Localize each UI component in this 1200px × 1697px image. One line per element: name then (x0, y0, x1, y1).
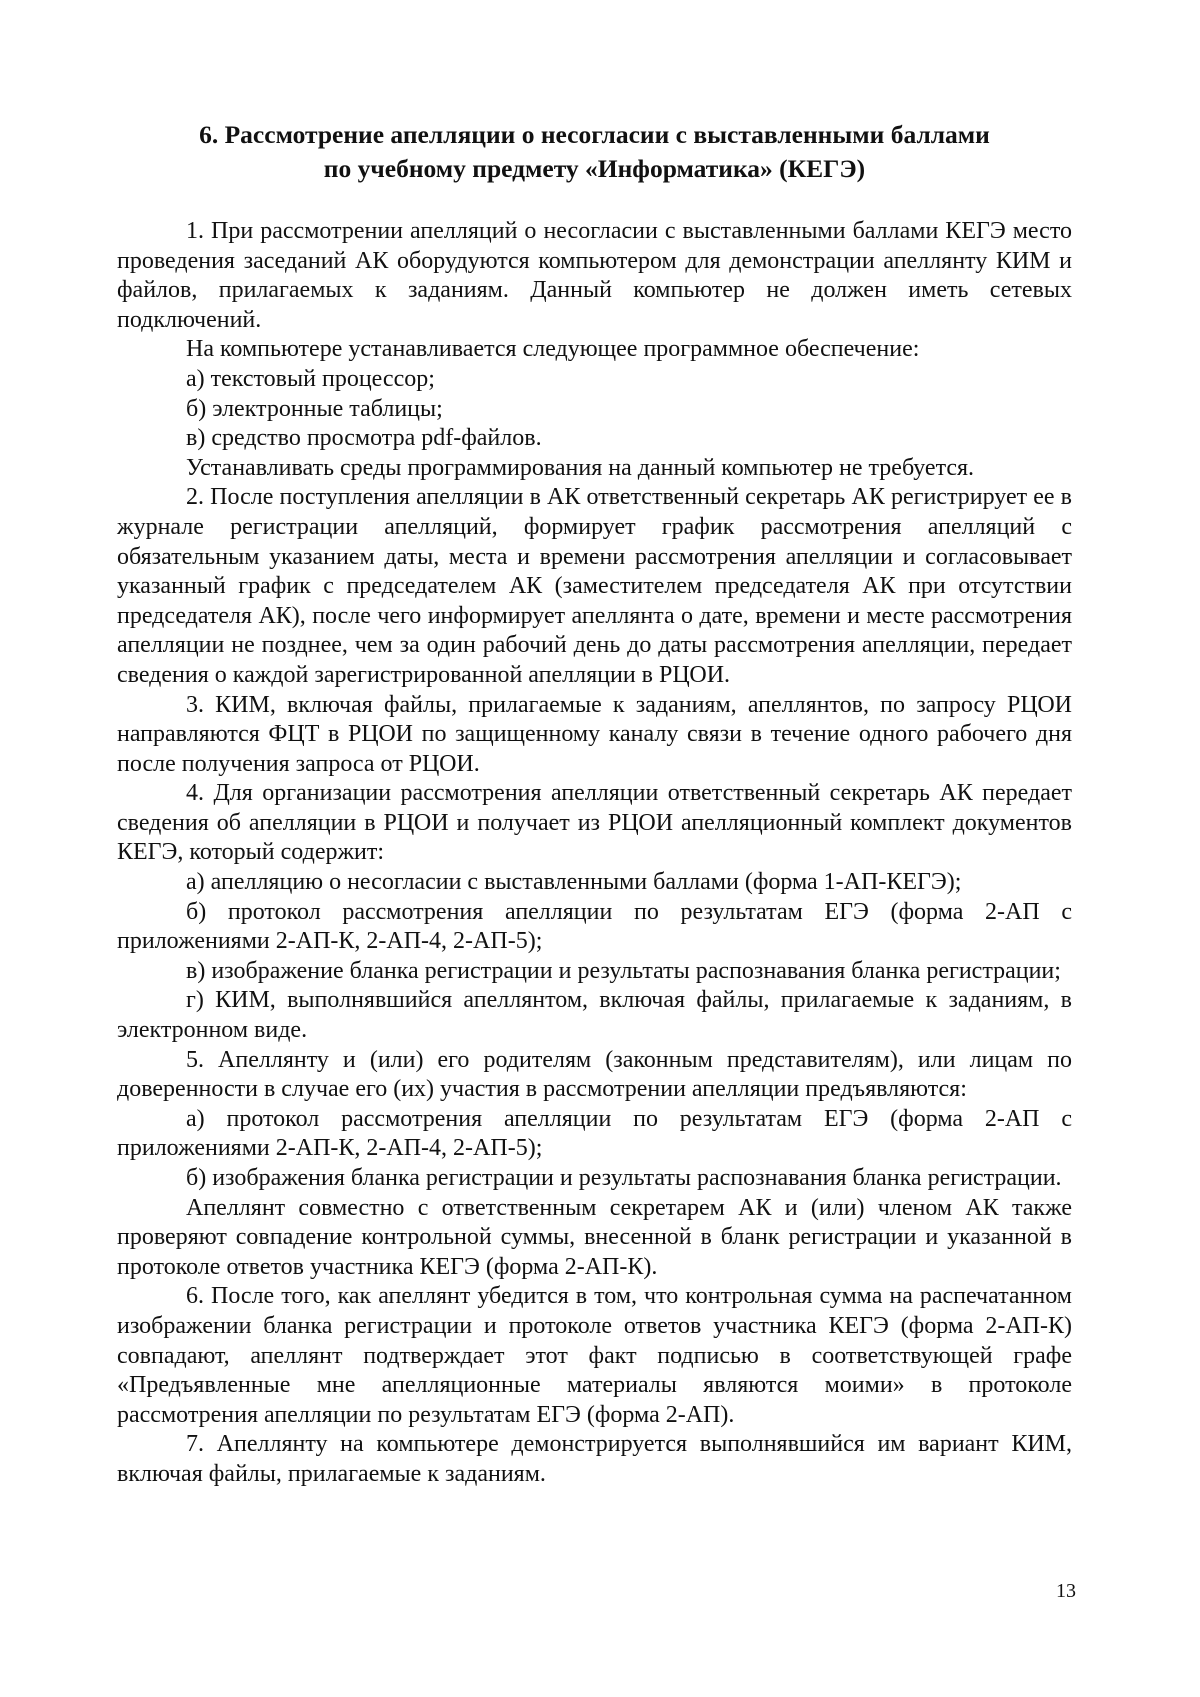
section-title (117, 118, 1072, 186)
list-item-v: в) средство просмотра pdf-файлов. (186, 425, 542, 452)
list-item-4v: в) изображение бланка регистрации и результаты распознавания бланка регистрации; (186, 957, 1061, 984)
paragraph-4: 4. Для организации рассмотрения апелляции ответственный секретарь АК передает сведения об апелляции в РЦОИ и получает из РЦОИ апелляционный комплект документов КЕГЭ, который содержит: (117, 780, 1072, 866)
page-content (117, 118, 1072, 1490)
paragraph-no-ide: Устанавливать среды программирования на данный компьютер не требуется. (186, 454, 975, 481)
section-title-line-1: 6. Рассмотрение апелляции о несогласии с выставленными баллами (199, 120, 990, 149)
list-item-5b: б) изображения бланка регистрации и результаты распознавания бланка регистрации. (186, 1165, 1062, 1191)
paragraph-3: 3. КИМ, включая файлы, прилагаемые к заданиям, апеллянтов, по запросу РЦОИ направляются ФЦТ в РЦОИ по защищенному каналу связи в течение одного рабочего дня после получения запроса от РЦОИ. (117, 691, 1072, 777)
section-title-line-2: по учебному предмету «Информатика» (КЕГЭ) (323, 154, 866, 183)
page-number: 13 (1056, 1580, 1076, 1602)
list-item-5a: а) протокол рассмотрения апелляции по результатам ЕГЭ (форма 2-АП с приложениями 2-АП-К, 2-АП-4, 2-АП-5); (117, 1105, 1072, 1162)
paragraph-1: 1. При рассмотрении апелляций о несогласии с выставленными баллами КЕГЭ место проведения заседаний АК оборудуются компьютером для демонстрации апеллянту КИМ и файлов, прилагаемых к заданиям. Данный компьютер не должен иметь сетевых подключений. (117, 218, 1072, 333)
list-item-4b: б) протокол рассмотрения апелляции по результатам ЕГЭ (форма 2-АП с приложениями 2-АП-К, 2-АП-4, 2-АП-5); (117, 898, 1072, 955)
list-item-4a: а) апелляцию о несогласии с выставленными баллами (форма 1-АП-КЕГЭ); (186, 869, 962, 896)
list-item-4g: г) КИМ, выполнявшийся апеллянтом, включая файлы, прилагаемые к заданиям, в электронном виде. (117, 987, 1072, 1044)
paragraph-5: 5. Апеллянту и (или) его родителям (законным представителям), или лицам по доверенности в случае его (их) участия в рассмотрении апелляции предъявляются: (117, 1046, 1072, 1103)
paragraph-7: 7. Апеллянту на компьютере демонстрируется выполнявшийся им вариант КИМ, включая файлы, прилагаемые к заданиям. (117, 1431, 1072, 1487)
list-item-a: а) текстовый процессор; (186, 365, 435, 392)
paragraph-software-intro: На компьютере устанавливается следующее программное обеспечение: (186, 336, 920, 363)
paragraph-2: 2. После поступления апелляции в АК ответственный секретарь АК регистрирует ее в журнале регистрации апелляций, формирует график рассмотрения апелляций с обязательным указанием даты, места и времени рассмотрения апелляции и согласовывает указанный график с председателем АК (заместителем председателя АК при отсутствии председателя АК), после чего информирует апеллянта о дате, времени и месте рассмотрения апелляции не позднее, чем за один рабочий день до даты рассмотрения апелляции, передает сведения о каждой зарегистрированной апелляции в РЦОИ. (117, 484, 1072, 688)
paragraph-6: 6. После того, как апеллянт убедится в том, что контрольная сумма на распечатанном изображении бланка регистрации и протоколе ответов участника КЕГЭ (форма 2-АП-К) совпадают, апеллянт подтверждает этот факт подписью в соответствующей графе «Предъявленные мне апелляционные материалы являются моими» в протоколе рассмотрения апелляции по результатам ЕГЭ (форма 2-АП). (117, 1283, 1072, 1428)
list-item-b: б) электронные таблицы; (186, 395, 443, 422)
paragraph-checksum: Апеллянт совместно с ответственным секретарем АК и (или) членом АК также проверяют совпадение контрольной суммы, внесенной в бланк регистрации и указанной в протоколе ответов участника КЕГЭ (форма 2-АП-К). (117, 1194, 1072, 1280)
